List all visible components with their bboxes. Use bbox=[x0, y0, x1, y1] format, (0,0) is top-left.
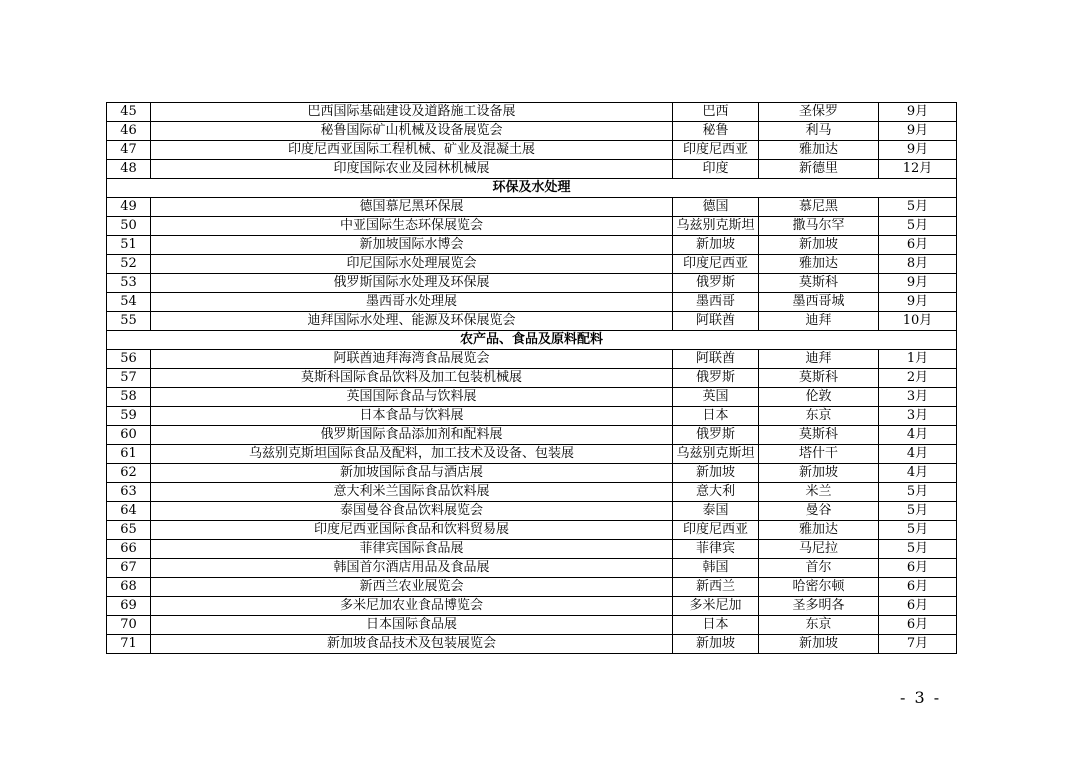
table-row bbox=[107, 426, 957, 445]
section-title: 农产品、食品及原料配料 bbox=[107, 331, 957, 350]
city-cell: 哈密尔顿 bbox=[759, 578, 879, 597]
month-cell: 5月 bbox=[879, 540, 957, 559]
table-row bbox=[107, 445, 957, 464]
city-cell: 塔什干 bbox=[759, 445, 879, 464]
table-row bbox=[107, 369, 957, 388]
table-row bbox=[107, 217, 957, 236]
row-number: 60 bbox=[107, 426, 151, 445]
exhibition-name: 巴西国际基础建设及道路施工设备展 bbox=[151, 103, 673, 122]
city-cell: 伦敦 bbox=[759, 388, 879, 407]
city-cell: 墨西哥城 bbox=[759, 293, 879, 312]
country-cell: 巴西 bbox=[673, 103, 759, 122]
country-cell: 意大利 bbox=[673, 483, 759, 502]
month-cell: 5月 bbox=[879, 521, 957, 540]
city-cell: 雅加达 bbox=[759, 141, 879, 160]
exhibition-name: 墨西哥水处理展 bbox=[151, 293, 673, 312]
month-cell: 5月 bbox=[879, 217, 957, 236]
table-row bbox=[107, 274, 957, 293]
table-row bbox=[107, 198, 957, 217]
country-cell: 泰国 bbox=[673, 502, 759, 521]
row-number: 63 bbox=[107, 483, 151, 502]
row-number: 54 bbox=[107, 293, 151, 312]
country-cell: 乌兹别克斯坦 bbox=[673, 217, 759, 236]
month-cell: 5月 bbox=[879, 198, 957, 217]
city-cell: 莫斯科 bbox=[759, 369, 879, 388]
exhibition-name: 阿联酋迪拜海湾食品展览会 bbox=[151, 350, 673, 369]
city-cell: 首尔 bbox=[759, 559, 879, 578]
exhibition-name: 秘鲁国际矿山机械及设备展览会 bbox=[151, 122, 673, 141]
month-cell: 4月 bbox=[879, 445, 957, 464]
city-cell: 莫斯科 bbox=[759, 274, 879, 293]
month-cell: 2月 bbox=[879, 369, 957, 388]
table-row bbox=[107, 236, 957, 255]
row-number: 58 bbox=[107, 388, 151, 407]
city-cell: 慕尼黑 bbox=[759, 198, 879, 217]
month-cell: 4月 bbox=[879, 426, 957, 445]
table-row bbox=[107, 388, 957, 407]
row-number: 46 bbox=[107, 122, 151, 141]
exhibition-name: 泰国曼谷食品饮料展览会 bbox=[151, 502, 673, 521]
table-row bbox=[107, 540, 957, 559]
country-cell: 乌兹别克斯坦 bbox=[673, 445, 759, 464]
row-number: 67 bbox=[107, 559, 151, 578]
table-row bbox=[107, 407, 957, 426]
month-cell: 6月 bbox=[879, 597, 957, 616]
country-cell: 俄罗斯 bbox=[673, 426, 759, 445]
country-cell: 英国 bbox=[673, 388, 759, 407]
row-number: 50 bbox=[107, 217, 151, 236]
city-cell: 雅加达 bbox=[759, 521, 879, 540]
country-cell: 俄罗斯 bbox=[673, 274, 759, 293]
exhibition-name: 印尼国际水处理展览会 bbox=[151, 255, 673, 274]
exhibition-table bbox=[106, 102, 957, 654]
country-cell: 秘鲁 bbox=[673, 122, 759, 141]
country-cell: 菲律宾 bbox=[673, 540, 759, 559]
country-cell: 印度 bbox=[673, 160, 759, 179]
table-row bbox=[107, 578, 957, 597]
row-number: 66 bbox=[107, 540, 151, 559]
exhibition-name: 俄罗斯国际水处理及环保展 bbox=[151, 274, 673, 293]
row-number: 61 bbox=[107, 445, 151, 464]
table-row bbox=[107, 502, 957, 521]
table-row bbox=[107, 559, 957, 578]
table-row bbox=[107, 312, 957, 331]
exhibition-name: 印度尼西亚国际食品和饮料贸易展 bbox=[151, 521, 673, 540]
city-cell: 撒马尔罕 bbox=[759, 217, 879, 236]
row-number: 59 bbox=[107, 407, 151, 426]
month-cell: 6月 bbox=[879, 236, 957, 255]
exhibition-name: 意大利米兰国际食品饮料展 bbox=[151, 483, 673, 502]
exhibition-name: 德国慕尼黑环保展 bbox=[151, 198, 673, 217]
row-number: 53 bbox=[107, 274, 151, 293]
exhibition-name: 乌兹别克斯坦国际食品及配料，加工技术及设备、包装展 bbox=[151, 445, 673, 464]
country-cell: 新加坡 bbox=[673, 464, 759, 483]
section-header-row bbox=[107, 179, 957, 198]
table-row bbox=[107, 635, 957, 654]
row-number: 69 bbox=[107, 597, 151, 616]
exhibition-name: 英国国际食品与饮料展 bbox=[151, 388, 673, 407]
city-cell: 米兰 bbox=[759, 483, 879, 502]
exhibition-name: 中亚国际生态环保展览会 bbox=[151, 217, 673, 236]
country-cell: 阿联酋 bbox=[673, 312, 759, 331]
country-cell: 印度尼西亚 bbox=[673, 521, 759, 540]
month-cell: 10月 bbox=[879, 312, 957, 331]
country-cell: 新西兰 bbox=[673, 578, 759, 597]
month-cell: 9月 bbox=[879, 293, 957, 312]
exhibition-name: 印度国际农业及园林机械展 bbox=[151, 160, 673, 179]
exhibition-name: 印度尼西亚国际工程机械、矿业及混凝土展 bbox=[151, 141, 673, 160]
city-cell: 东京 bbox=[759, 407, 879, 426]
city-cell: 东京 bbox=[759, 616, 879, 635]
month-cell: 5月 bbox=[879, 502, 957, 521]
exhibition-name: 菲律宾国际食品展 bbox=[151, 540, 673, 559]
city-cell: 新加坡 bbox=[759, 236, 879, 255]
table-row bbox=[107, 521, 957, 540]
city-cell: 新德里 bbox=[759, 160, 879, 179]
city-cell: 莫斯科 bbox=[759, 426, 879, 445]
table-row bbox=[107, 103, 957, 122]
month-cell: 3月 bbox=[879, 407, 957, 426]
exhibition-name: 韩国首尔酒店用品及食品展 bbox=[151, 559, 673, 578]
section-header-row bbox=[107, 331, 957, 350]
row-number: 68 bbox=[107, 578, 151, 597]
month-cell: 9月 bbox=[879, 103, 957, 122]
exhibition-name: 日本食品与饮料展 bbox=[151, 407, 673, 426]
row-number: 57 bbox=[107, 369, 151, 388]
row-number: 48 bbox=[107, 160, 151, 179]
country-cell: 印度尼西亚 bbox=[673, 141, 759, 160]
city-cell: 马尼拉 bbox=[759, 540, 879, 559]
page-number: - 3 - bbox=[900, 688, 942, 707]
exhibition-name: 新加坡国际食品与酒店展 bbox=[151, 464, 673, 483]
month-cell: 3月 bbox=[879, 388, 957, 407]
table-row bbox=[107, 350, 957, 369]
row-number: 45 bbox=[107, 103, 151, 122]
country-cell: 新加坡 bbox=[673, 635, 759, 654]
row-number: 64 bbox=[107, 502, 151, 521]
exhibition-name: 多米尼加农业食品博览会 bbox=[151, 597, 673, 616]
city-cell: 迪拜 bbox=[759, 350, 879, 369]
country-cell: 韩国 bbox=[673, 559, 759, 578]
city-cell: 曼谷 bbox=[759, 502, 879, 521]
city-cell: 新加坡 bbox=[759, 464, 879, 483]
country-cell: 新加坡 bbox=[673, 236, 759, 255]
row-number: 47 bbox=[107, 141, 151, 160]
exhibition-name: 新西兰农业展览会 bbox=[151, 578, 673, 597]
month-cell: 9月 bbox=[879, 141, 957, 160]
exhibition-name: 迪拜国际水处理、能源及环保展览会 bbox=[151, 312, 673, 331]
table-row bbox=[107, 122, 957, 141]
row-number: 52 bbox=[107, 255, 151, 274]
exhibition-name: 莫斯科国际食品饮料及加工包装机械展 bbox=[151, 369, 673, 388]
exhibition-name: 日本国际食品展 bbox=[151, 616, 673, 635]
row-number: 65 bbox=[107, 521, 151, 540]
table-row bbox=[107, 293, 957, 312]
month-cell: 9月 bbox=[879, 274, 957, 293]
table-row bbox=[107, 483, 957, 502]
country-cell: 印度尼西亚 bbox=[673, 255, 759, 274]
country-cell: 俄罗斯 bbox=[673, 369, 759, 388]
exhibition-table-body bbox=[107, 103, 957, 654]
table-row bbox=[107, 616, 957, 635]
table-row bbox=[107, 141, 957, 160]
city-cell: 圣保罗 bbox=[759, 103, 879, 122]
table-row bbox=[107, 160, 957, 179]
month-cell: 6月 bbox=[879, 578, 957, 597]
country-cell: 多米尼加 bbox=[673, 597, 759, 616]
row-number: 62 bbox=[107, 464, 151, 483]
exhibition-name: 新加坡食品技术及包装展览会 bbox=[151, 635, 673, 654]
country-cell: 日本 bbox=[673, 616, 759, 635]
month-cell: 6月 bbox=[879, 559, 957, 578]
table-row bbox=[107, 464, 957, 483]
table-row bbox=[107, 255, 957, 274]
city-cell: 新加坡 bbox=[759, 635, 879, 654]
city-cell: 圣多明各 bbox=[759, 597, 879, 616]
country-cell: 日本 bbox=[673, 407, 759, 426]
table-row bbox=[107, 597, 957, 616]
country-cell: 墨西哥 bbox=[673, 293, 759, 312]
city-cell: 利马 bbox=[759, 122, 879, 141]
row-number: 49 bbox=[107, 198, 151, 217]
city-cell: 迪拜 bbox=[759, 312, 879, 331]
country-cell: 德国 bbox=[673, 198, 759, 217]
country-cell: 阿联酋 bbox=[673, 350, 759, 369]
row-number: 56 bbox=[107, 350, 151, 369]
exhibition-name: 新加坡国际水博会 bbox=[151, 236, 673, 255]
city-cell: 雅加达 bbox=[759, 255, 879, 274]
month-cell: 1月 bbox=[879, 350, 957, 369]
row-number: 55 bbox=[107, 312, 151, 331]
month-cell: 8月 bbox=[879, 255, 957, 274]
exhibition-name: 俄罗斯国际食品添加剂和配料展 bbox=[151, 426, 673, 445]
section-title: 环保及水处理 bbox=[107, 179, 957, 198]
month-cell: 7月 bbox=[879, 635, 957, 654]
row-number: 70 bbox=[107, 616, 151, 635]
month-cell: 12月 bbox=[879, 160, 957, 179]
row-number: 51 bbox=[107, 236, 151, 255]
month-cell: 9月 bbox=[879, 122, 957, 141]
month-cell: 5月 bbox=[879, 483, 957, 502]
row-number: 71 bbox=[107, 635, 151, 654]
month-cell: 4月 bbox=[879, 464, 957, 483]
month-cell: 6月 bbox=[879, 616, 957, 635]
